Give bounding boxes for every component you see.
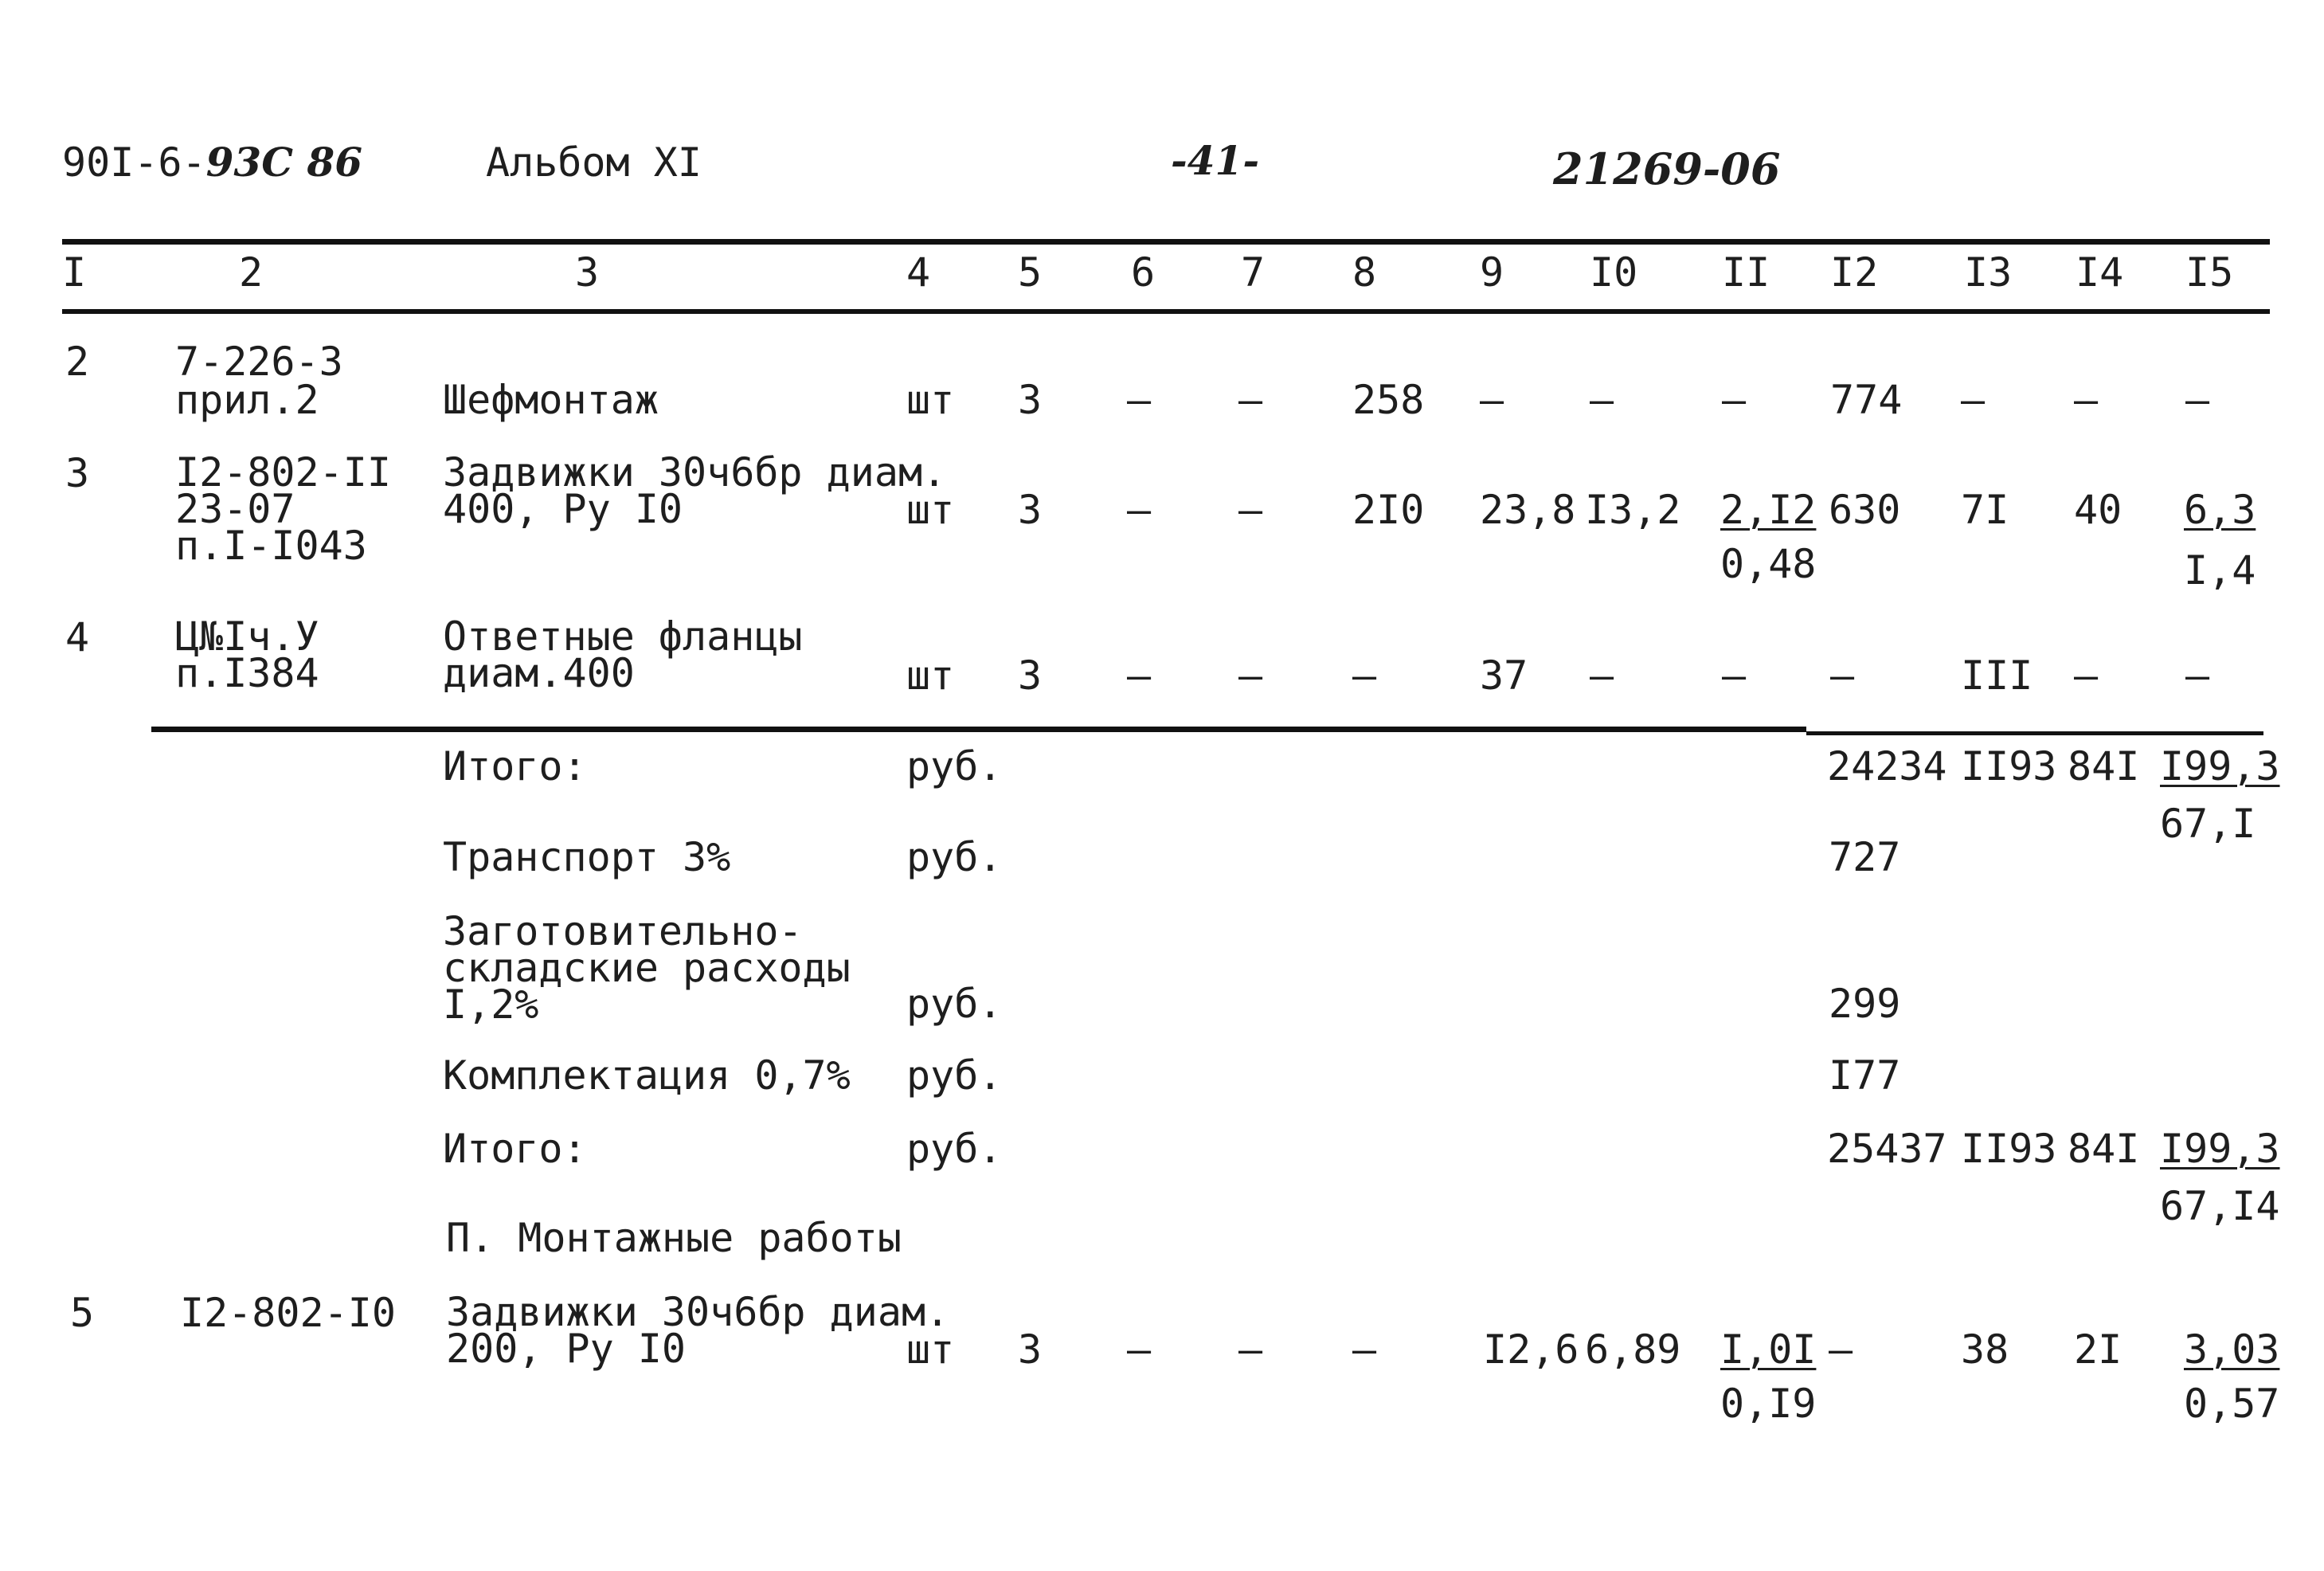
cell-col13: – [1961,377,1986,423]
row-reference: I2-802-I0 [180,1290,396,1336]
cell-col11-denominator: 0,48 [1720,541,1817,587]
cell-col11: – [1722,377,1747,423]
cell-col11-denominator: 0,I9 [1720,1381,1817,1427]
section-heading: П. Монтажные работы [446,1215,902,1261]
summary-unit: руб. [906,1126,1003,1172]
row-quantity: 3 [1018,487,1043,533]
cell-col9: – [1480,377,1504,423]
row-reference: Ц№Iч.У п.I384 [175,613,319,696]
summary-col12: 727 [1829,834,1901,880]
row-reference: 7-226-3 прил.2 [175,339,343,423]
summary-col14: 84I [2068,743,2140,789]
summary-label: Заготовительно- складские расходы I,2% [443,908,851,1028]
totals-divider [151,727,1806,732]
row-number: 2 [65,339,90,385]
cell-col8: 258 [1352,377,1425,423]
col-header-8: 8 [1352,249,1377,296]
row-quantity: 3 [1018,1326,1043,1373]
row-quantity: 3 [1018,652,1043,699]
cell-col13: 38 [1961,1326,2009,1373]
cell-col15-numerator: 3,03 [2184,1326,2280,1373]
row-number: 4 [65,614,90,660]
summary-col13: II93 [1961,743,2057,789]
cell-col14: 40 [2074,487,2123,533]
summary-col14: 84I [2068,1126,2140,1172]
summary-label: Итого: [443,1126,587,1172]
cell-col14: – [2074,652,2099,699]
col-header-10: I0 [1590,249,1638,296]
cell-col10: – [1590,377,1614,423]
cell-col6: – [1127,377,1152,423]
summary-col15-numerator: I99,3 [2160,743,2280,789]
cell-col12: 630 [1829,487,1901,533]
summary-col12: I77 [1829,1052,1901,1099]
summary-col12: 299 [1829,981,1901,1027]
col-header-13: I3 [1964,249,2013,296]
cell-col6: – [1127,652,1152,699]
cell-col8: 2I0 [1352,487,1425,533]
summary-unit: руб. [906,743,1003,789]
row-name: Задвижки 30ч6бр диам. 200, Ру I0 [446,1289,950,1372]
col-header-11: II [1722,249,1770,296]
col-header-14: I4 [2076,249,2124,296]
summary-col12: 24234 [1827,743,1947,789]
row-name: Шефмонтаж [443,377,659,423]
col-header-6: 6 [1131,249,1156,296]
cell-col11-numerator: 2,I2 [1720,487,1817,533]
totals-divider-right [1806,731,2263,735]
page-number: -41- [1171,137,1260,184]
summary-col13: II93 [1961,1126,2057,1172]
row-reference: I2-802-II 23-07 п.I-I043 [175,449,391,569]
cell-col7: – [1238,1326,1263,1373]
col-header-12: I2 [1830,249,1879,296]
doc-number-handwritten: 93С 86 [205,139,362,186]
col-header-1: I [62,249,87,296]
cell-col15: – [2185,377,2210,423]
album-title: Альбом XI [486,139,702,186]
row-quantity: 3 [1018,377,1043,423]
cell-col6: – [1127,487,1152,533]
col-header-5: 5 [1018,249,1043,296]
cell-col9: I2,6 [1483,1326,1579,1373]
summary-col15-denominator: 67,I [2160,801,2256,847]
col-header-9: 9 [1480,249,1504,296]
row-name: Задвижки 30ч6бр диам. 400, Ру I0 [443,449,947,532]
summary-unit: руб. [906,834,1003,880]
col-header-4: 4 [906,249,931,296]
cell-col12: – [1829,1326,1853,1373]
doc-number [62,139,362,186]
summary-unit: руб. [906,1052,1003,1099]
summary-label: Транспорт 3% [443,834,731,880]
cell-col7: – [1238,487,1263,533]
cell-col14: – [2074,377,2099,423]
cell-col10: I3,2 [1585,487,1681,533]
cell-col14: 2I [2074,1326,2123,1373]
summary-label: Комплектация 0,7% [443,1052,851,1099]
cell-col15-denominator: I,4 [2184,547,2256,594]
cell-col15: – [2185,652,2210,699]
cell-col15-denominator: 0,57 [2184,1381,2280,1427]
cell-col6: – [1127,1326,1152,1373]
doc-number-prefix: 90I-6- [62,139,206,186]
row-number: 3 [65,450,90,496]
summary-col15-denominator: 67,I4 [2160,1183,2280,1229]
cell-col12: 774 [1830,377,1903,423]
row-unit: шт [906,1326,955,1373]
cell-col11: – [1722,652,1747,699]
cell-col13: III [1961,652,2033,699]
cell-col10: – [1590,652,1614,699]
col-header-3: 3 [575,249,600,296]
cell-col8: – [1352,1326,1377,1373]
col-header-2: 2 [239,249,264,296]
summary-label: Итого: [443,743,587,789]
cell-col9: 37 [1480,652,1528,699]
cell-col9: 23,8 [1480,487,1576,533]
cell-col12: – [1830,652,1855,699]
row-number: 5 [70,1290,95,1336]
cell-col7: – [1238,652,1263,699]
cell-col15-numerator: 6,3 [2184,487,2256,533]
summary-col12: 25437 [1827,1126,1947,1172]
summary-unit: руб. [906,981,1003,1027]
cell-col7: – [1238,377,1263,423]
col-header-7: 7 [1241,249,1266,296]
document-code: 21269-06 [1553,143,1781,194]
table-top-rule [62,239,2270,245]
table-header-rule [62,309,2270,314]
cell-col8: – [1352,652,1377,699]
cell-col11-numerator: I,0I [1720,1326,1817,1373]
col-header-15: I5 [2185,249,2234,296]
summary-col15-numerator: I99,3 [2160,1126,2280,1172]
row-unit: шт [906,652,955,699]
row-unit: шт [906,487,955,533]
row-unit: шт [906,377,955,423]
cell-col10: 6,89 [1585,1326,1681,1373]
cell-col13: 7I [1961,487,2009,533]
row-name: Ответные фланцы диам.400 [443,613,803,696]
